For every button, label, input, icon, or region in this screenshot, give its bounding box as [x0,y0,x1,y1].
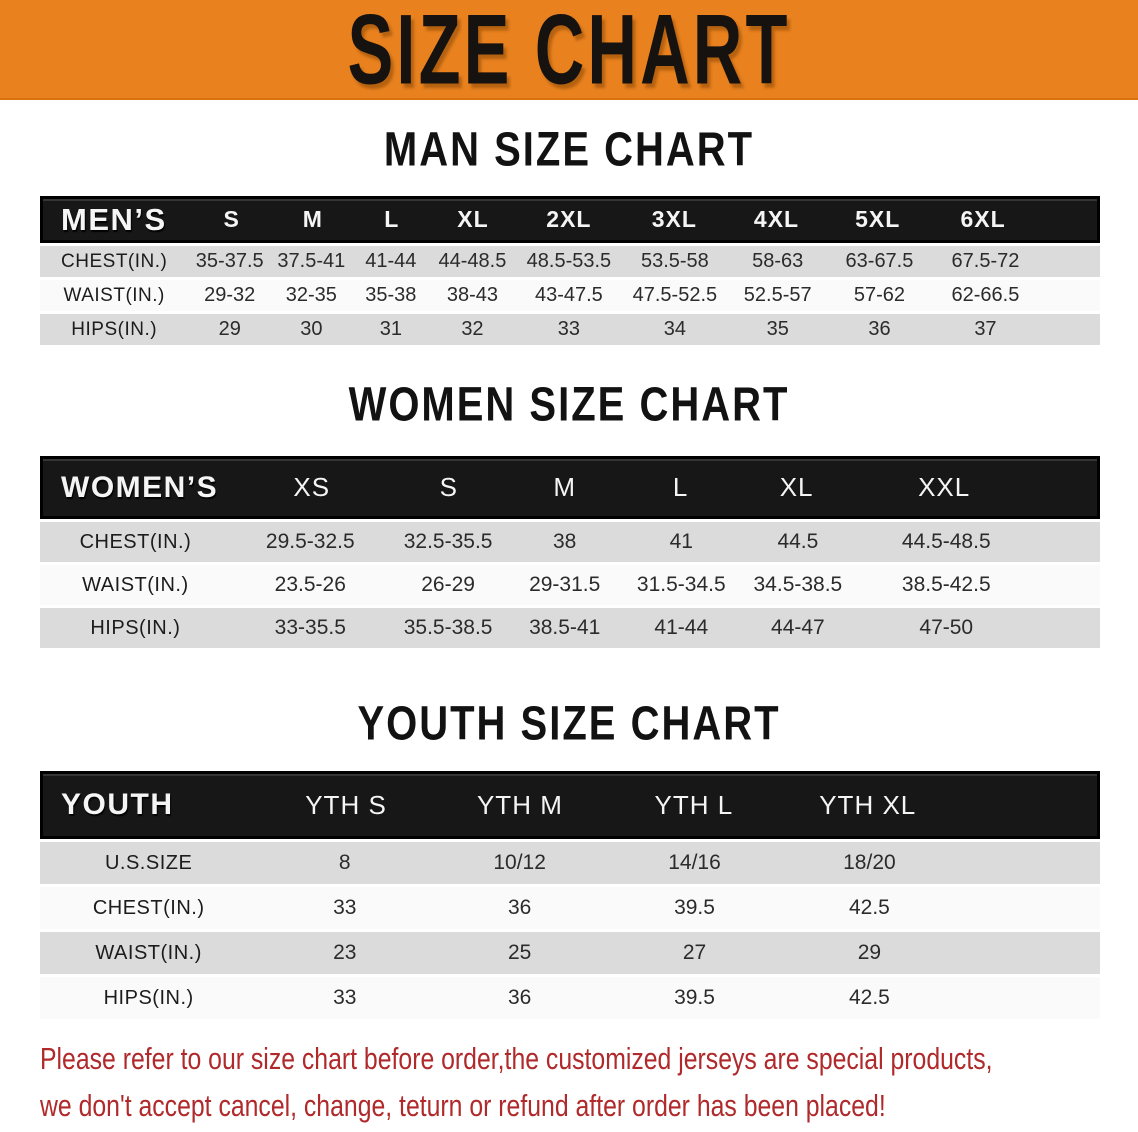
women-size-chart-heading [0,378,1138,431]
measurement-row [40,842,1100,884]
value-cell: 39.5 [674,986,715,1009]
size-header-cell: S [439,472,458,502]
size-header-cell: M [302,206,323,232]
measurement-row [40,565,1100,605]
value-cell: 33 [333,896,357,919]
value-cell: 23 [333,941,357,964]
measurement-row [40,314,1100,345]
value-cell: 37.5-41 [277,250,346,272]
man-size-chart-heading [0,123,1138,176]
value-cell: 41-44 [654,616,709,639]
row-label-cell: WAIST(IN.) [63,284,165,306]
value-cell: 36 [868,318,891,340]
value-cell: 36 [507,896,532,919]
women-size-table [40,456,1100,648]
measurement-row [40,280,1100,311]
value-cell: 37 [974,318,997,340]
value-cell: 38.5-41 [529,616,601,639]
size-header-cell: S [223,206,240,232]
value-cell: 23.5-26 [274,573,346,596]
value-cell: 44-47 [771,616,825,639]
value-cell: 43-47.5 [534,284,603,306]
disclaimer-line-wrap [40,1035,1138,1082]
value-cell: 35-37.5 [195,250,264,272]
size-header-cell: 3XL [651,206,697,232]
value-cell: 27 [682,941,707,964]
heading-text: WOMEN SIZE CHART [348,378,790,431]
value-cell: 36 [507,986,532,1009]
youth-size-table [40,771,1100,1019]
size-header-cell: YTH M [476,789,563,820]
table-header-row [40,196,1100,243]
table-header-row [40,456,1100,519]
youth-size-chart-heading [0,697,1138,750]
size-header-cell: YTH L [654,789,734,820]
table-header-row [40,771,1100,839]
value-cell: 25 [507,941,532,964]
value-cell: 31 [379,318,402,340]
value-cell: 42.5 [848,986,890,1009]
size-header-cell: XXL [918,472,971,502]
men-size-table [40,196,1100,345]
size-header-cell: 4XL [753,206,800,232]
value-cell: 41 [669,530,693,553]
value-cell: 48.5-53.5 [526,250,612,272]
value-cell: 34.5-38.5 [753,573,843,596]
value-cell: 57-62 [853,284,906,306]
value-cell: 31.5-34.5 [636,573,726,596]
value-cell: 52.5-57 [743,284,812,306]
row-label-cell: WAIST(IN.) [95,941,202,964]
men-section [0,123,1138,345]
value-cell: 18/20 [843,851,896,874]
value-cell: 33-35.5 [274,616,346,639]
table-title-cell: WOMEN’S [61,470,219,504]
disclaimer-line-1: Please refer to our size chart before order,the customized jerseys are special products, [40,1041,993,1076]
row-label-cell: HIPS(IN.) [71,318,158,340]
heading-text: YOUTH SIZE CHART [357,697,781,750]
row-label-cell: WAIST(IN.) [82,573,189,596]
row-label-cell: CHEST(IN.) [79,530,192,553]
size-header-cell: YTH S [305,789,387,820]
size-header-cell: 2XL [546,206,592,232]
table-title-cell: MEN’S [61,201,167,237]
value-cell: 10/12 [493,851,546,874]
value-cell: 44.5-48.5 [901,530,991,553]
row-label-cell: HIPS(IN.) [90,616,181,639]
size-chart-title: SIZE CHART [347,0,791,105]
row-label-cell: HIPS(IN.) [103,986,194,1009]
size-header-cell: 6XL [960,206,1006,232]
size-chart-banner [0,0,1138,105]
value-cell: 29 [218,318,241,340]
value-cell: 26-29 [421,573,475,596]
size-header-cell: 5XL [855,206,901,232]
size-header-cell: XL [779,472,814,502]
size-header-cell: L [384,206,400,232]
value-cell: 8 [338,851,351,874]
value-cell: 32 [461,318,484,340]
value-cell: 34 [663,318,687,340]
row-label-cell: CHEST(IN.) [92,896,205,919]
row-label-cell: U.S.SIZE [104,851,193,874]
value-cell: 38.5-42.5 [901,573,991,596]
value-cell: 47.5-52.5 [632,284,718,306]
value-cell: 29.5-32.5 [265,530,355,553]
size-header-cell: XS [293,472,331,502]
value-cell: 38-43 [446,284,499,306]
value-cell: 58-63 [752,250,804,272]
value-cell: 63-67.5 [845,250,914,272]
value-cell: 44.5 [777,530,819,553]
value-cell: 33 [333,986,357,1009]
women-section [0,378,1138,648]
value-cell: 67.5-72 [951,250,1020,272]
value-cell: 42.5 [848,896,890,919]
value-cell: 47-50 [919,616,974,639]
row-label-cell: CHEST(IN.) [61,250,168,272]
size-header-cell: M [553,472,577,502]
value-cell: 14/16 [668,851,721,874]
value-cell: 32.5-35.5 [403,530,493,553]
value-cell: 41-44 [365,250,417,272]
value-cell: 35.5-38.5 [403,616,493,639]
value-cell: 29-32 [204,284,256,306]
table-title-cell: YOUTH [61,788,174,821]
disclaimer-text [0,1035,1138,1129]
value-cell: 38 [553,530,577,553]
disclaimer-line-2: we don't accept cancel, change, teturn or refund after order has been placed! [40,1088,886,1123]
measurement-row [40,522,1100,562]
measurement-row [40,932,1100,974]
size-header-cell: L [672,472,689,502]
value-cell: 30 [300,318,323,340]
youth-section [0,697,1138,1019]
value-cell: 33 [557,318,581,340]
value-cell: 29 [857,941,882,964]
measurement-row [40,977,1100,1019]
value-cell: 53.5-58 [640,250,709,272]
value-cell: 35 [766,318,789,340]
size-header-cell: XL [457,206,489,232]
heading-text: MAN SIZE CHART [383,123,755,176]
value-cell: 32-35 [285,284,337,306]
disclaimer-line-wrap [40,1082,1138,1129]
size-header-cell: YTH XL [819,789,917,820]
measurement-row [40,887,1100,929]
value-cell: 62-66.5 [951,284,1020,306]
value-cell: 44-48.5 [438,250,507,272]
value-cell: 39.5 [674,896,715,919]
value-cell: 29-31.5 [529,573,601,596]
value-cell: 35-38 [365,284,417,306]
measurement-row [40,608,1100,648]
measurement-row [40,246,1100,277]
